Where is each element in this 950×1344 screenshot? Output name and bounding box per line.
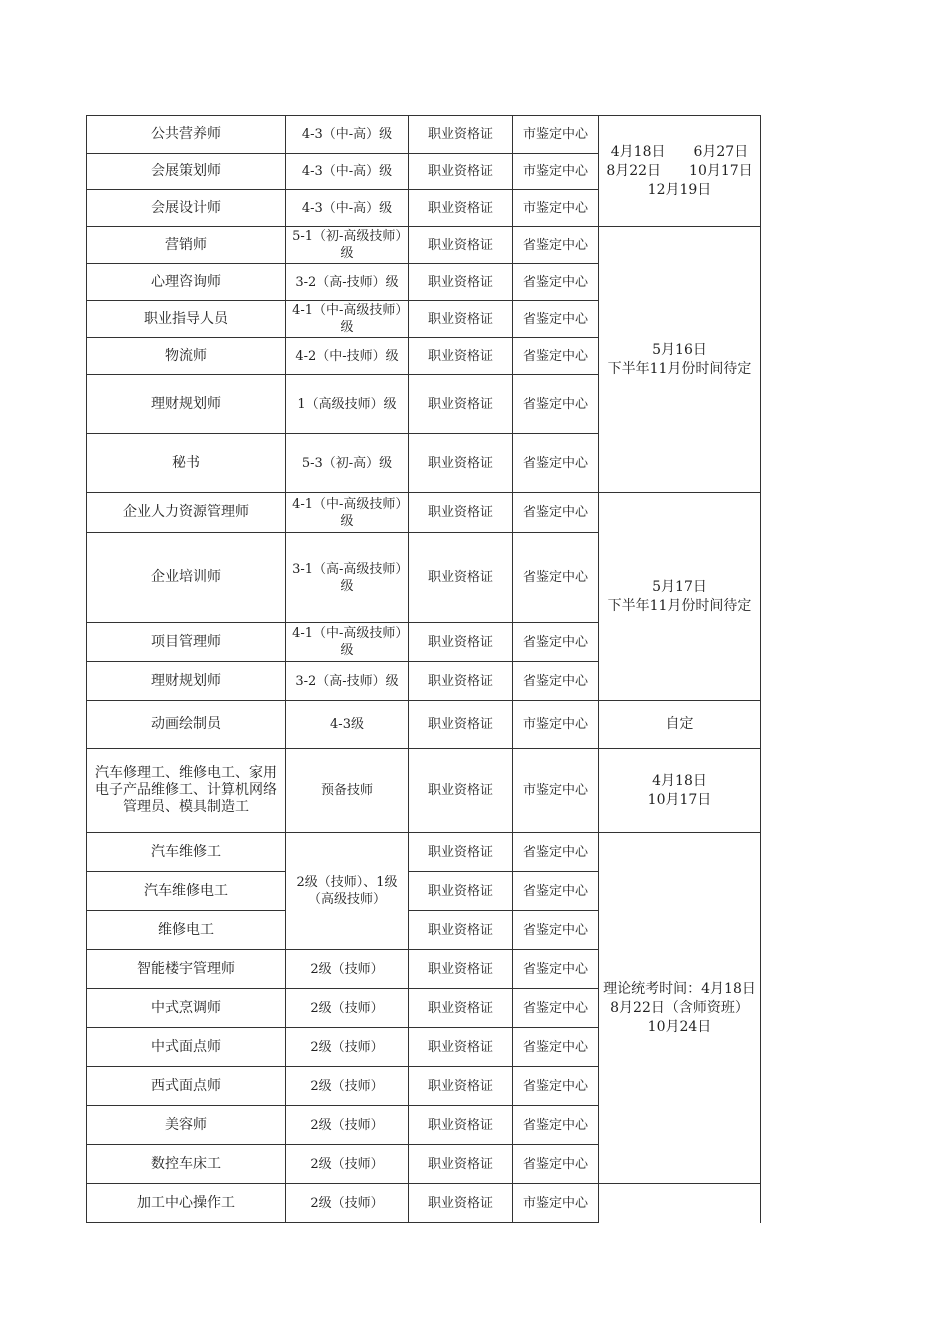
appraisal-center-cell: 市鉴定中心 (513, 154, 599, 190)
occupation-cell: 秘书 (87, 434, 286, 493)
appraisal-center-cell: 省鉴定中心 (513, 1106, 599, 1145)
appraisal-center-cell: 省鉴定中心 (513, 338, 599, 375)
appraisal-center-cell: 省鉴定中心 (513, 911, 599, 950)
table-row (87, 116, 761, 154)
occupation-cell: 理财规划师 (87, 375, 286, 434)
certificate-cell: 职业资格证 (409, 1184, 513, 1223)
certificate-cell: 职业资格证 (409, 493, 513, 533)
level-cell: 4-3（中-高）级 (286, 154, 409, 190)
certificate-cell: 职业资格证 (409, 533, 513, 623)
appraisal-center-cell: 省鉴定中心 (513, 623, 599, 662)
occupation-cell: 企业人力资源管理师 (87, 493, 286, 533)
certificate-cell: 职业资格证 (409, 227, 513, 264)
appraisal-center-cell: 省鉴定中心 (513, 264, 599, 301)
level-cell: 2级（技师） (286, 989, 409, 1028)
certificate-cell: 职业资格证 (409, 662, 513, 701)
level-cell: 3-2（高-技师）级 (286, 662, 409, 701)
table-row (87, 701, 761, 749)
appraisal-center-cell: 省鉴定中心 (513, 434, 599, 493)
occupation-cell: 动画绘制员 (87, 701, 286, 749)
occupation-cell: 汽车维修工 (87, 833, 286, 872)
table-body (87, 116, 761, 1223)
occupation-cell: 会展策划师 (87, 154, 286, 190)
occupation-cell: 项目管理师 (87, 623, 286, 662)
occupation-cell: 中式面点师 (87, 1028, 286, 1067)
certificate-cell: 职业资格证 (409, 701, 513, 749)
certificate-cell: 职业资格证 (409, 116, 513, 154)
certificate-cell: 职业资格证 (409, 1067, 513, 1106)
appraisal-center-cell: 省鉴定中心 (513, 301, 599, 338)
exam-date-cell: 理论统考时间：4月18日 8月22日（含师资班） 10月24日 (599, 833, 761, 1184)
level-cell: 5-3（初-高）级 (286, 434, 409, 493)
certificate-cell: 职业资格证 (409, 1106, 513, 1145)
appraisal-center-cell: 省鉴定中心 (513, 1028, 599, 1067)
level-cell: 2级（技师） (286, 1184, 409, 1223)
appraisal-center-cell: 省鉴定中心 (513, 533, 599, 623)
occupation-cell: 西式面点师 (87, 1067, 286, 1106)
certificate-cell: 职业资格证 (409, 749, 513, 833)
occupation-cell: 汽车修理工、维修电工、家用电子产品维修工、计算机网络管理员、模具制造工 (87, 749, 286, 833)
level-cell: 2级（技师） (286, 1106, 409, 1145)
exam-date-cell (599, 1184, 761, 1223)
level-cell: 4-3级 (286, 701, 409, 749)
certificate-cell: 职业资格证 (409, 301, 513, 338)
appraisal-center-cell: 市鉴定中心 (513, 116, 599, 154)
exam-schedule-table (86, 115, 761, 1223)
level-cell: 4-2（中-技师）级 (286, 338, 409, 375)
level-cell: 4-1（中-高级技师）级 (286, 301, 409, 338)
appraisal-center-cell: 省鉴定中心 (513, 950, 599, 989)
occupation-cell: 会展设计师 (87, 190, 286, 227)
certificate-cell: 职业资格证 (409, 1028, 513, 1067)
certificate-cell: 职业资格证 (409, 950, 513, 989)
appraisal-center-cell: 市鉴定中心 (513, 190, 599, 227)
appraisal-center-cell: 省鉴定中心 (513, 1067, 599, 1106)
level-cell: 预备技师 (286, 749, 409, 833)
appraisal-center-cell: 市鉴定中心 (513, 701, 599, 749)
level-cell: 3-1（高-高级技师）级 (286, 533, 409, 623)
occupation-cell: 营销师 (87, 227, 286, 264)
certificate-cell: 职业资格证 (409, 375, 513, 434)
certificate-cell: 职业资格证 (409, 190, 513, 227)
occupation-cell: 维修电工 (87, 911, 286, 950)
occupation-cell: 职业指导人员 (87, 301, 286, 338)
level-cell: 2级（技师） (286, 1145, 409, 1184)
certificate-cell: 职业资格证 (409, 872, 513, 911)
certificate-cell: 职业资格证 (409, 989, 513, 1028)
certificate-cell: 职业资格证 (409, 338, 513, 375)
occupation-cell: 汽车维修电工 (87, 872, 286, 911)
level-cell: 2级（技师）、1级（高级技师） (286, 833, 409, 950)
level-cell: 3-2（高-技师）级 (286, 264, 409, 301)
certificate-cell: 职业资格证 (409, 623, 513, 662)
level-cell: 4-1（中-高级技师）级 (286, 623, 409, 662)
occupation-cell: 智能楼宇管理师 (87, 950, 286, 989)
occupation-cell: 理财规划师 (87, 662, 286, 701)
occupation-cell: 物流师 (87, 338, 286, 375)
exam-date-cell: 5月17日 下半年11月份时间待定 (599, 493, 761, 701)
appraisal-center-cell: 省鉴定中心 (513, 375, 599, 434)
certificate-cell: 职业资格证 (409, 154, 513, 190)
table-row (87, 1184, 761, 1223)
occupation-cell: 公共营养师 (87, 116, 286, 154)
appraisal-center-cell: 省鉴定中心 (513, 662, 599, 701)
occupation-cell: 美容师 (87, 1106, 286, 1145)
appraisal-center-cell: 省鉴定中心 (513, 1145, 599, 1184)
level-cell: 2级（技师） (286, 950, 409, 989)
table-row (87, 493, 761, 533)
appraisal-center-cell: 省鉴定中心 (513, 989, 599, 1028)
occupation-cell: 企业培训师 (87, 533, 286, 623)
occupation-cell: 中式烹调师 (87, 989, 286, 1028)
appraisal-center-cell: 市鉴定中心 (513, 749, 599, 833)
occupation-cell: 加工中心操作工 (87, 1184, 286, 1223)
appraisal-center-cell: 省鉴定中心 (513, 493, 599, 533)
table-row (87, 227, 761, 264)
occupation-cell: 数控车床工 (87, 1145, 286, 1184)
exam-date-cell: 5月16日 下半年11月份时间待定 (599, 227, 761, 493)
level-cell: 2级（技师） (286, 1067, 409, 1106)
level-cell: 1（高级技师）级 (286, 375, 409, 434)
level-cell: 5-1（初-高级技师）级 (286, 227, 409, 264)
level-cell: 4-1（中-高级技师）级 (286, 493, 409, 533)
certificate-cell: 职业资格证 (409, 264, 513, 301)
appraisal-center-cell: 市鉴定中心 (513, 1184, 599, 1223)
exam-date-cell: 自定 (599, 701, 761, 749)
certificate-cell: 职业资格证 (409, 911, 513, 950)
exam-date-cell: 4月18日 6月27日 8月22日 10月17日 12月19日 (599, 116, 761, 227)
exam-date-cell: 4月18日 10月17日 (599, 749, 761, 833)
appraisal-center-cell: 省鉴定中心 (513, 872, 599, 911)
level-cell: 2级（技师） (286, 1028, 409, 1067)
level-cell: 4-3（中-高）级 (286, 116, 409, 154)
certificate-cell: 职业资格证 (409, 833, 513, 872)
occupation-cell: 心理咨询师 (87, 264, 286, 301)
appraisal-center-cell: 省鉴定中心 (513, 227, 599, 264)
table-row (87, 833, 761, 872)
certificate-cell: 职业资格证 (409, 434, 513, 493)
level-cell: 4-3（中-高）级 (286, 190, 409, 227)
certificate-cell: 职业资格证 (409, 1145, 513, 1184)
table-row (87, 749, 761, 833)
appraisal-center-cell: 省鉴定中心 (513, 833, 599, 872)
